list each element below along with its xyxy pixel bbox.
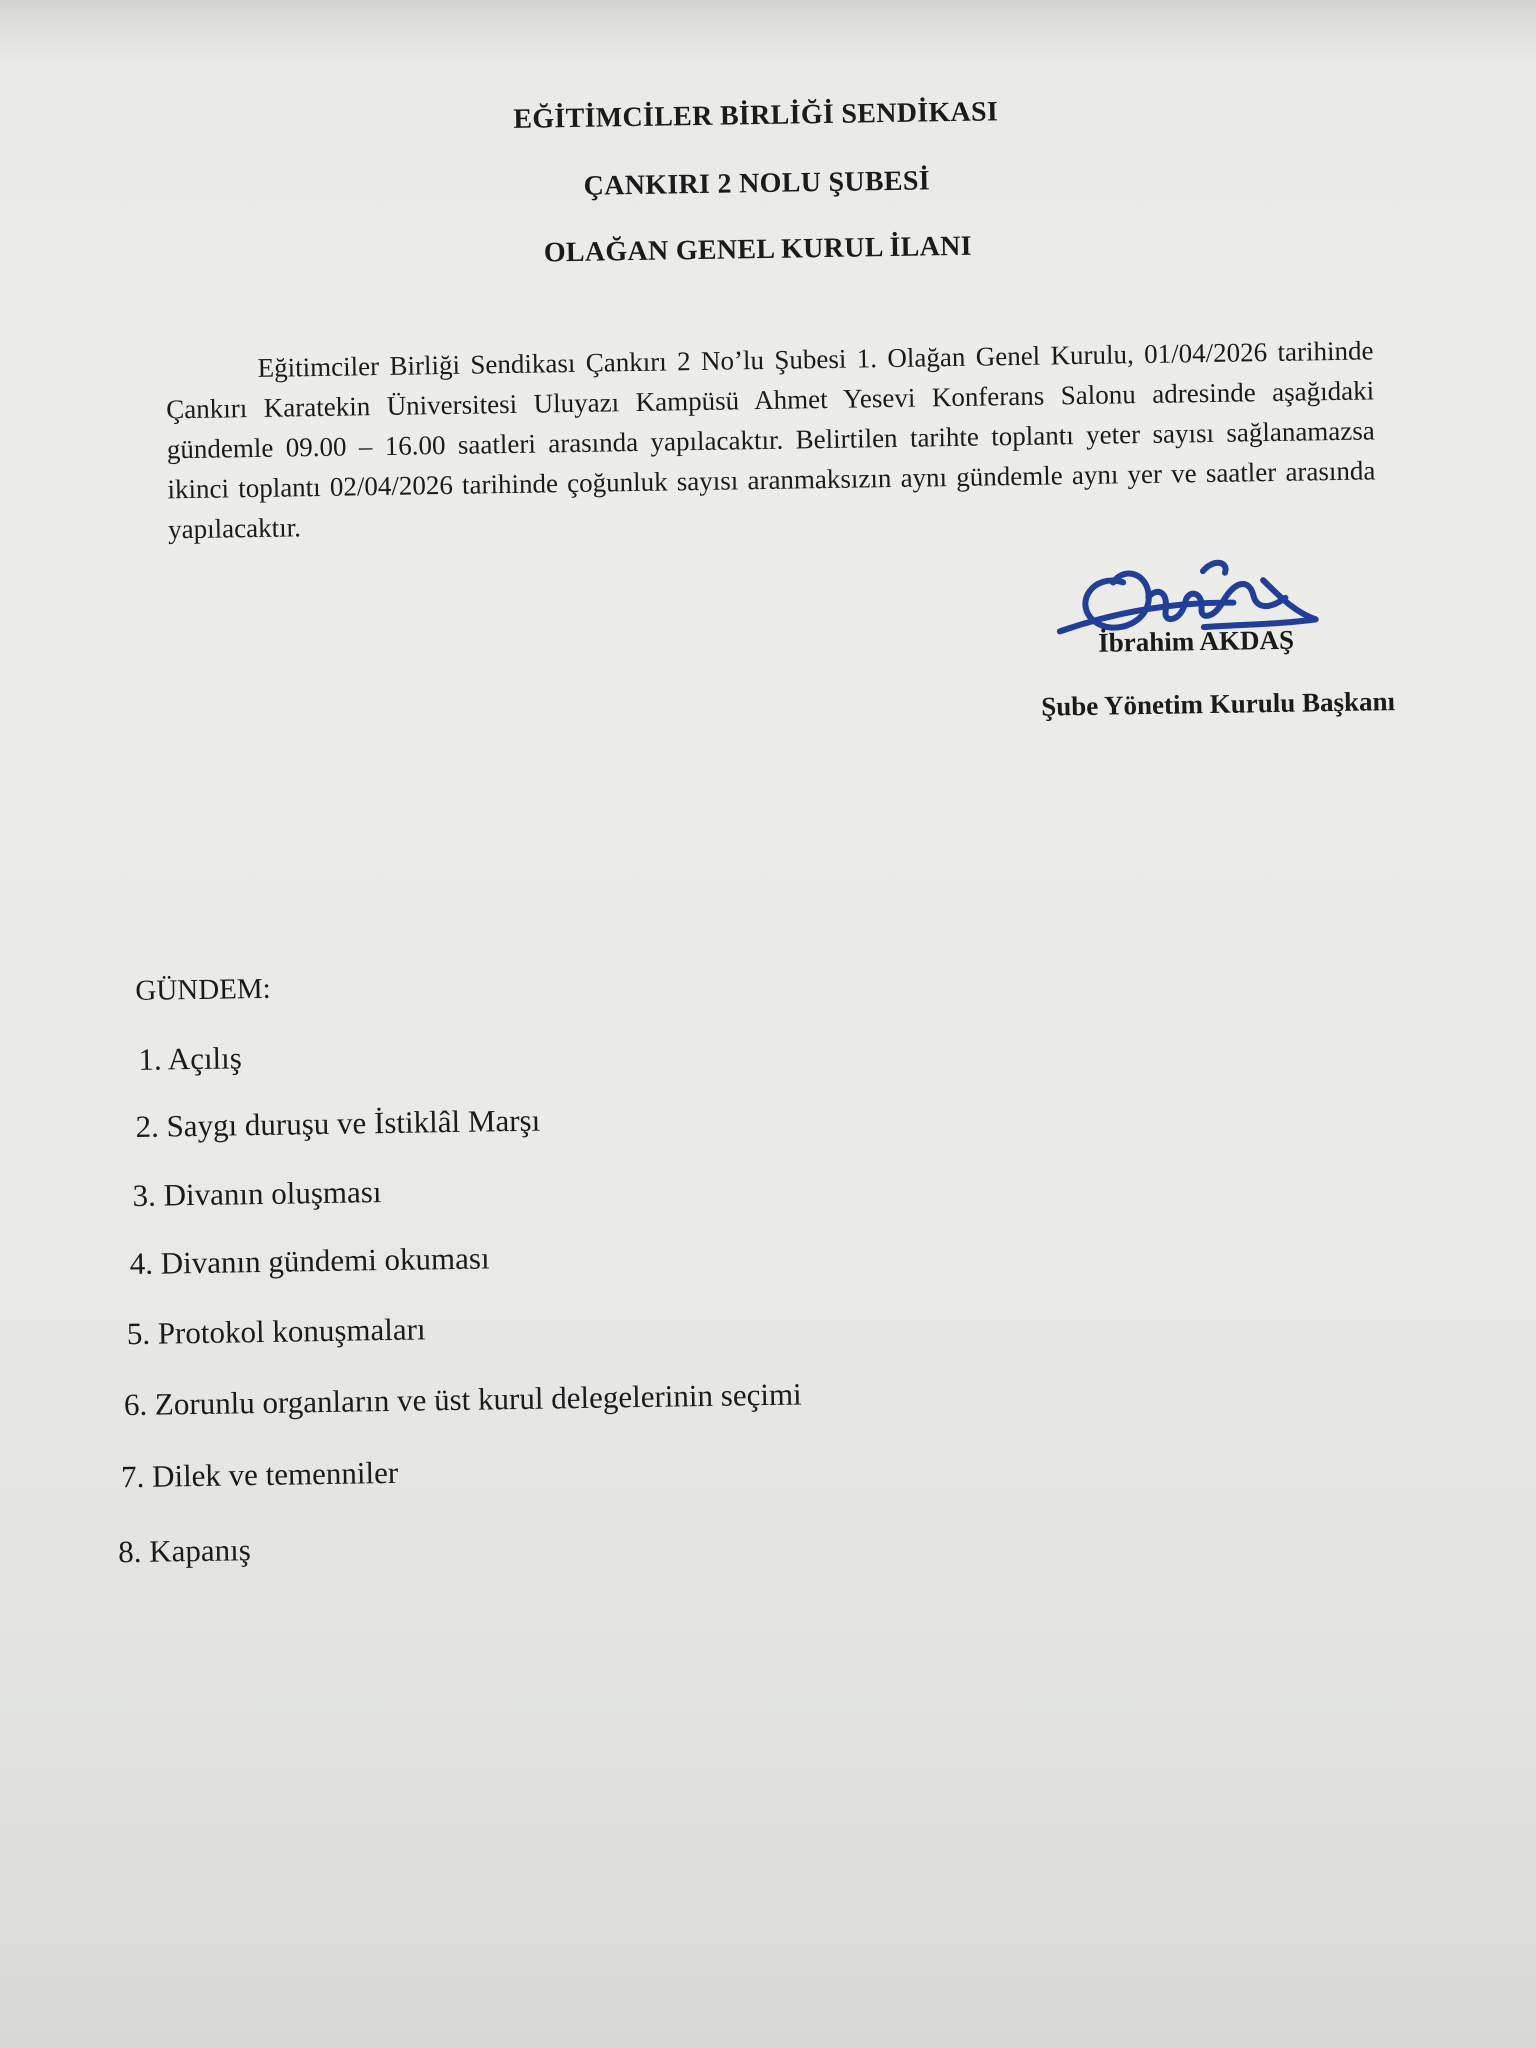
branch-name-heading: ÇANKIRI 2 NOLU ŞUBESİ <box>583 165 931 202</box>
agenda-item: 4. Divanın gündemi okuması <box>129 1240 490 1282</box>
agenda-item: 5. Protokol konuşmaları <box>126 1311 426 1352</box>
agenda-title: GÜNDEM: <box>135 972 271 1007</box>
announcement-paragraph: Eğitimciler Birliği Sendikası Çankırı 2 No’lu Şubesi 1. Olağan Genel Kurulu, 01/04/2026 tarihinde Çankırı Karatekin Üniversitesi Uluyazı Kampüsü Ahmet Yesevi Konferans Salonu adresinde aşağıdaki gündemle 09.00 – 16.00 saatleri arasında yapılacaktır. Belirtilen tarihte toplantı yeter sayısı sağlanamazsa ikinci toplantı 02/04/2026 tarihinde çoğunluk sayısı aranmaksızın aynı gündemle aynı yer ve saatler arasında yapılacaktır. <box>166 335 1376 545</box>
agenda-item: 1. Açılış <box>138 1040 243 1077</box>
signatory-title: Şube Yönetim Kurulu Başkanı <box>1040 686 1396 722</box>
agenda-item: 3. Divanın oluşması <box>132 1174 382 1213</box>
announcement-title-heading: OLAĞAN GENEL KURUL İLANI <box>543 230 973 269</box>
agenda-item: 2. Saygı duruşu ve İstiklâl Marşı <box>135 1102 541 1144</box>
union-name-heading: EĞİTİMCİLER BİRLİĞİ SENDİKASI <box>513 96 999 135</box>
signatory-name: İbrahim AKDAŞ <box>1098 624 1295 658</box>
agenda-item: 6. Zorunlu organların ve üst kurul delegelerinin seçimi <box>123 1376 802 1423</box>
agenda-item: 8. Kapanış <box>117 1532 252 1570</box>
agenda-item: 7. Dilek ve temenniler <box>120 1454 399 1495</box>
